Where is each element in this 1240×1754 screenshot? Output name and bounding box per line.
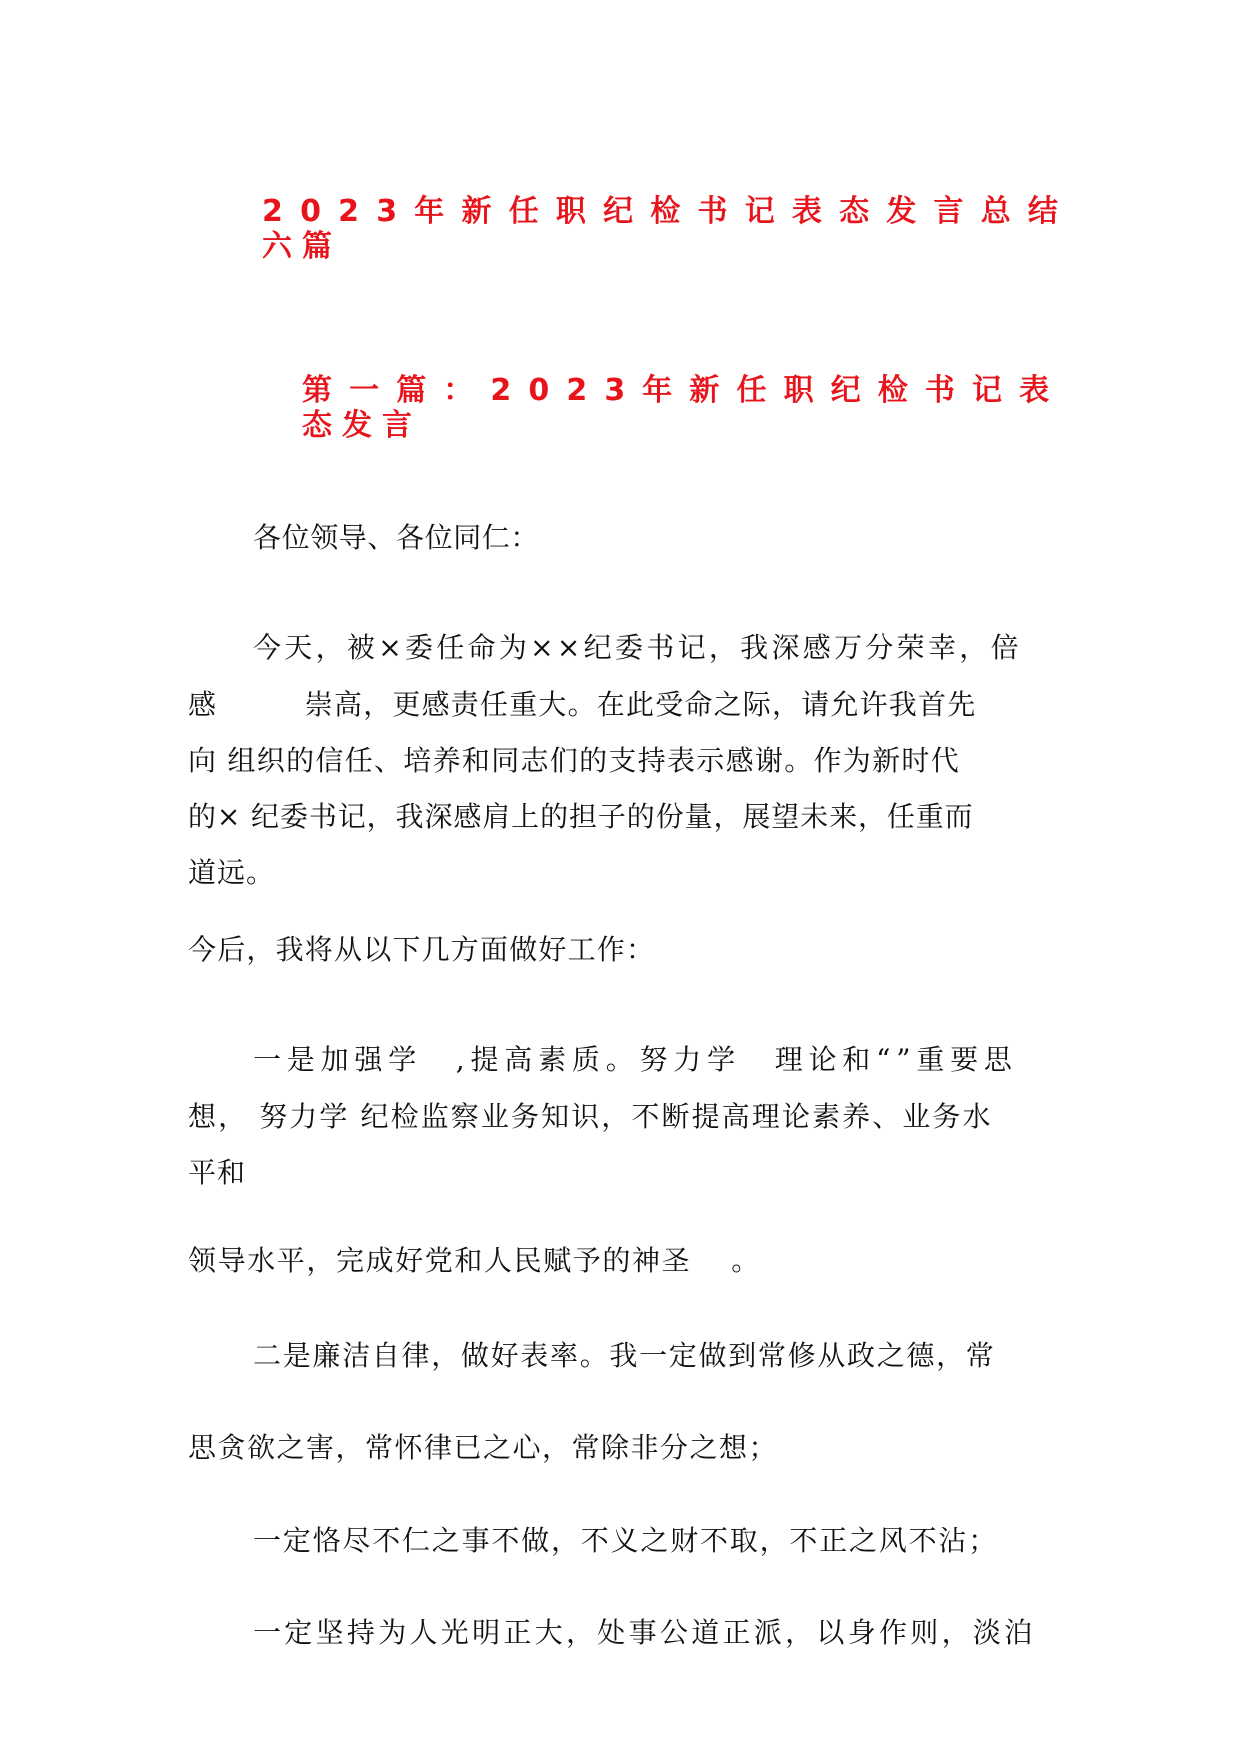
document-title-line-1: 2023年新任职纪检书记表态发言总结 [262,194,1076,229]
body-line: 一是加强学 ,提高素质。努力学 理论和“”重要思 [253,1043,1018,1076]
chapter-title-line-1: 第一篇：2023年新任职纪检书记表 [302,373,1067,408]
body-line: 领导水平，完成好党和人民赋予的神圣 。 [188,1244,761,1277]
body-line: 感 崇高，更感责任重大。在此受命之际，请允许我首先 [188,688,977,721]
body-line: 今后，我将从以下几方面做好工作： [188,933,656,966]
body-line: 道远。 [188,856,276,889]
body-line: 思贪欲之害，常怀律已之心，常除非分之想； [188,1431,779,1464]
chapter-title-line-2: 态发言 [302,408,422,443]
body-line: 想， 努力学 纪检监察业务知识，不断提高理论素养、业务水 [188,1100,993,1133]
body-line: 平和 [188,1156,247,1189]
body-line: 向 组织的信任、培养和同志们的支持表示感谢。作为新时代 [188,744,961,777]
body-line: 一定坚持为人光明正大，处事公道正派，以身作则，淡泊 [253,1616,1036,1649]
body-line: 的× 纪委书记，我深感肩上的担子的份量，展望未来，任重而 [188,800,974,833]
document-title-line-2: 六篇 [262,229,342,264]
body-line: 今天，被×委任命为××纪委书记，我深感万分荣幸，倍 [253,631,1022,664]
body-line: 二是廉洁自律，做好表率。我一定做到常修从政之德，常 [253,1339,996,1372]
greeting-line: 各位领导、各位同仁： [253,521,540,554]
body-line: 一定恪尽不仁之事不做，不义之财不取，不正之风不沾； [253,1524,999,1557]
